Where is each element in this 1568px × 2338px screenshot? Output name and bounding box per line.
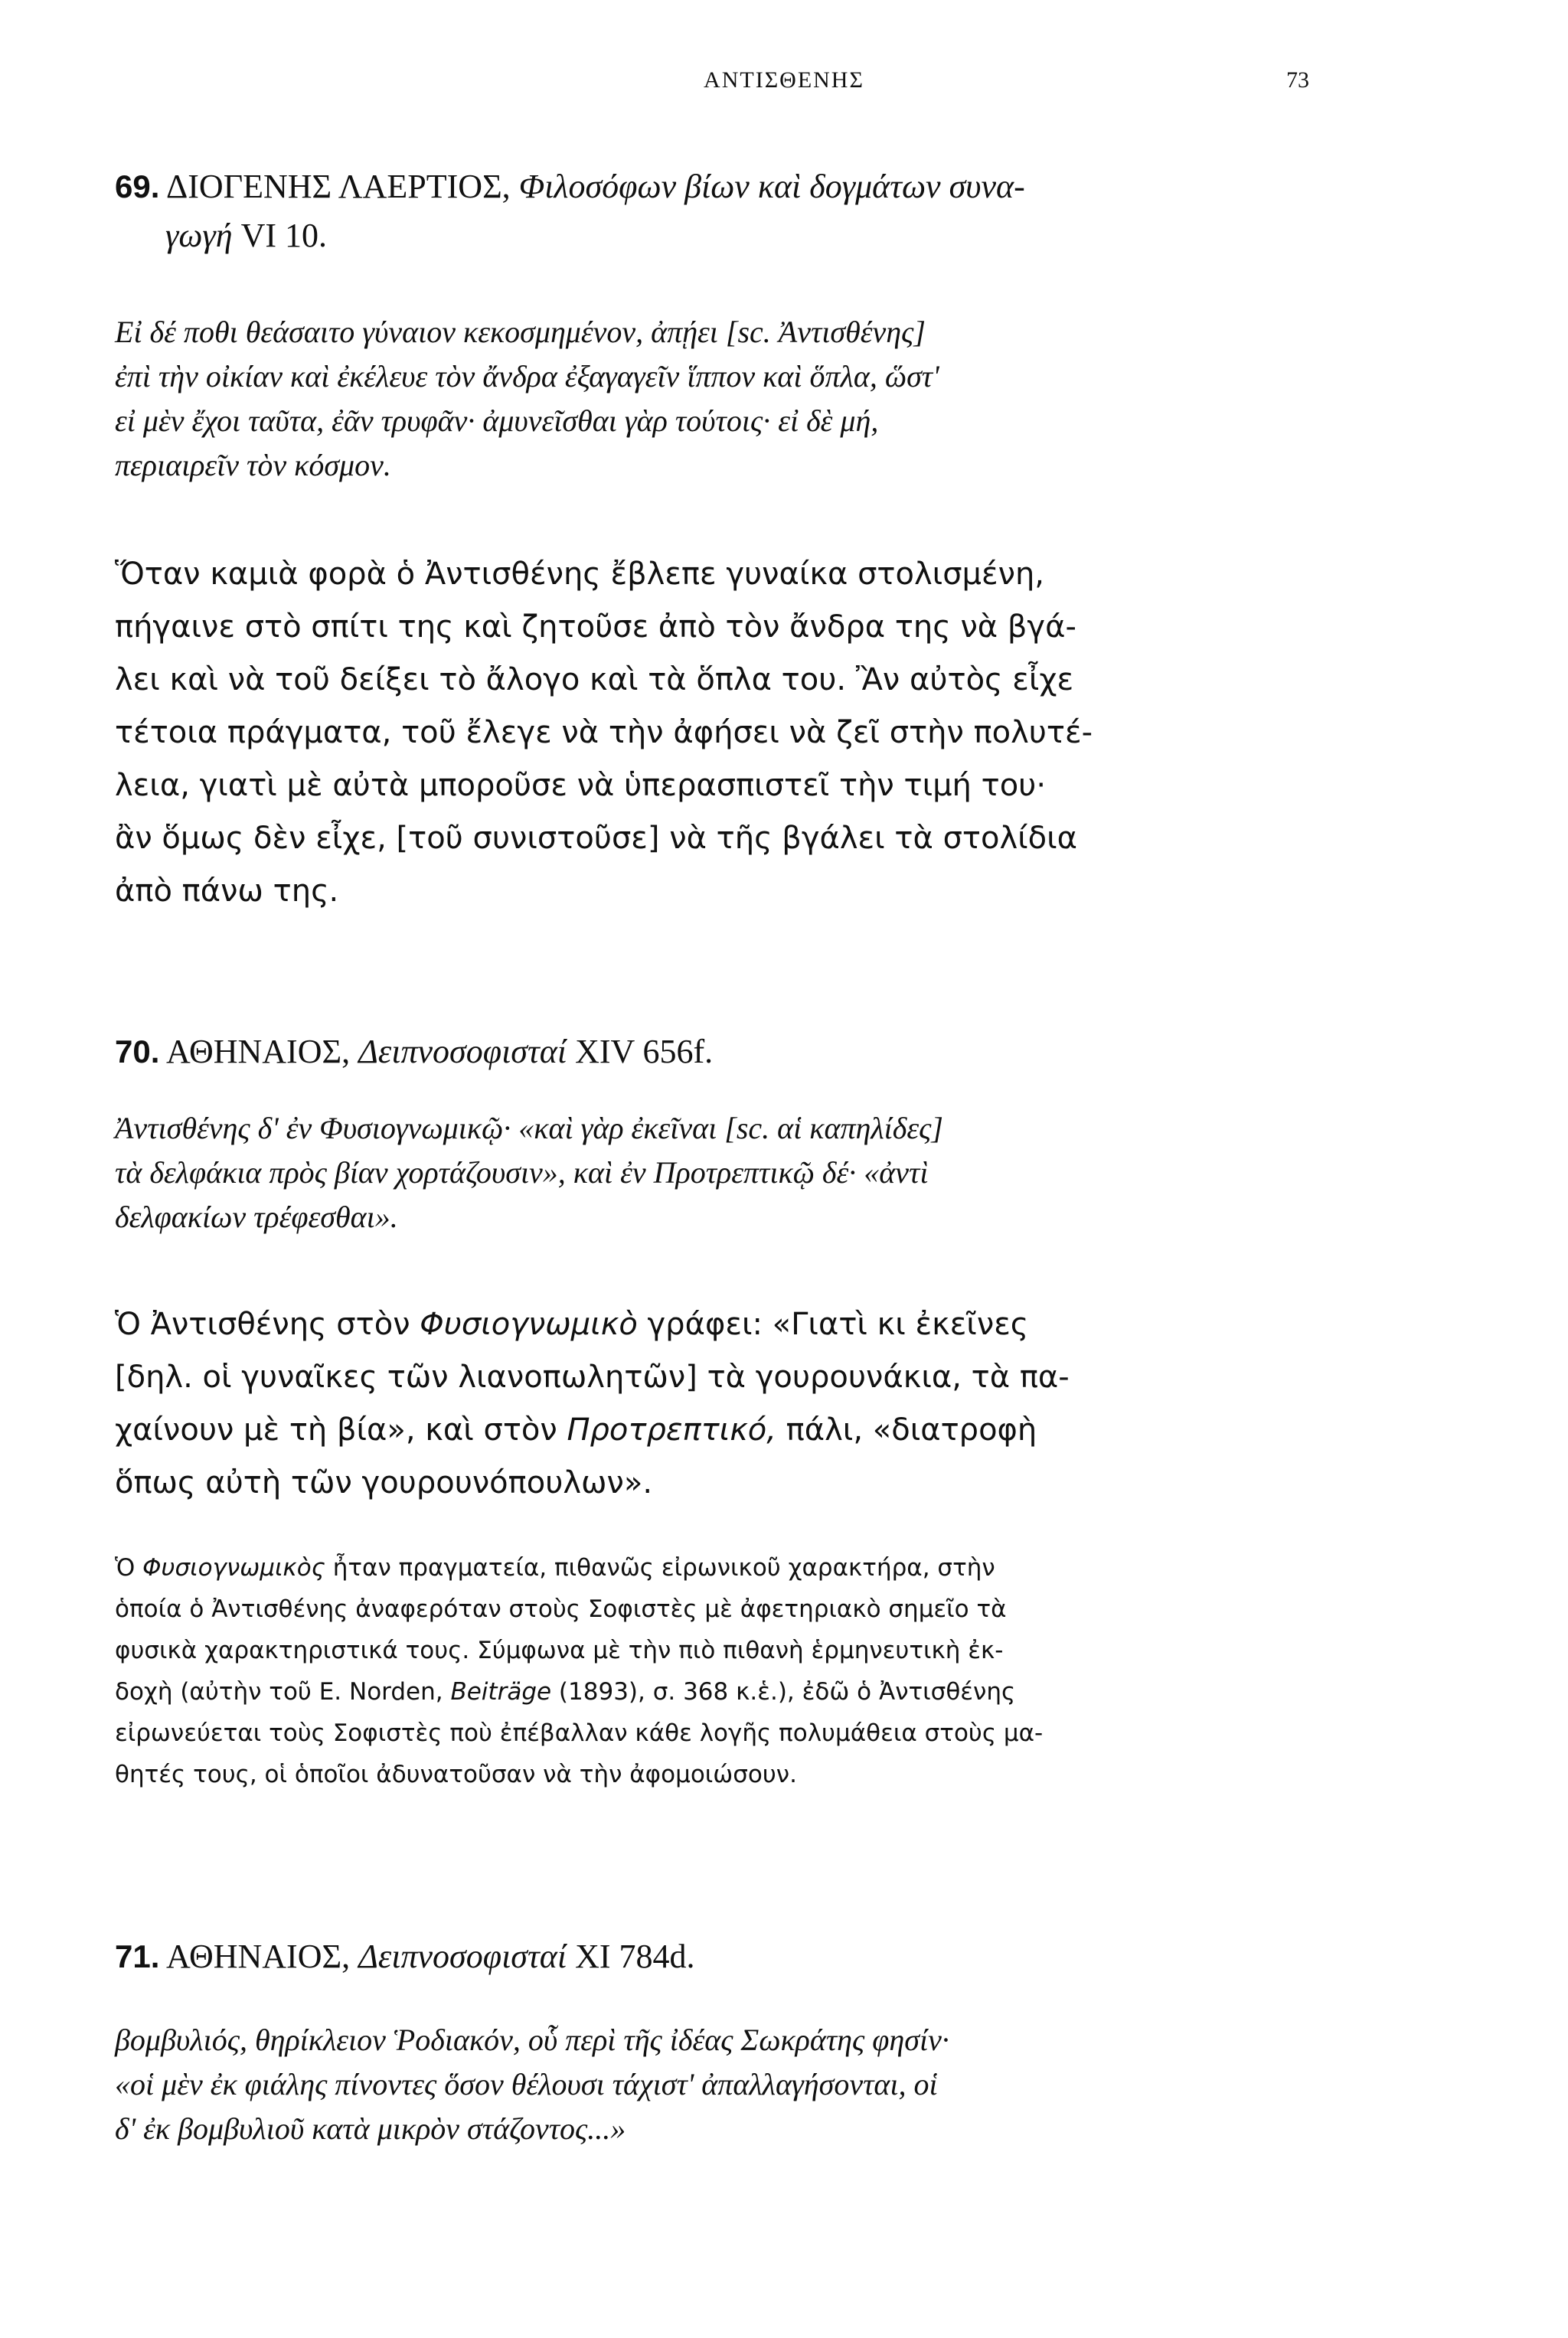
entry-author: ΑΘΗΝΑΙΟΣ,	[165, 1033, 351, 1070]
text-line: Εἰ δέ ποθι θεάσαιτο γύναιον κεκοσμημένον, ἀπῄει [sc. Ἀντισθένης]	[115, 315, 926, 349]
entry-70-translation	[115, 1298, 1355, 1510]
page-number: 73	[1286, 67, 1309, 93]
text-line: θητές τους, οἱ ὁποῖοι ἀδυνατοῦσαν νὰ τὴν ἀφομοιώσουν.	[115, 1761, 797, 1788]
work-title-italic: Προτρεπτικό,	[567, 1412, 776, 1448]
entry-71-greek-text	[115, 2018, 1355, 2151]
text-line: ἂν ὅμως δὲν εἶχε, [τοῦ συνιστοῦσε] νὰ τῆς βγάλει τὰ στολίδια	[115, 821, 1078, 856]
entry-reference: VI 10.	[232, 217, 328, 254]
text-line: τὰ δελφάκια πρὸς βίαν χορτάζουσιν», καὶ ἐν Προτρεπτικῷ δέ· «ἀντὶ	[115, 1155, 929, 1190]
entry-work-title: Φιλοσόφων βίων καὶ δογμάτων συνα-	[518, 168, 1025, 205]
entry-author: ΑΘΗΝΑΙΟΣ,	[165, 1938, 351, 1975]
text-line: τέτοια πράγματα, τοῦ ἔλεγε νὰ τὴν ἀφήσει νὰ ζεῖ στὴν πολυτέ-	[115, 715, 1093, 750]
entry-author: ΔΙΟΓΕΝΗΣ ΛΑΕΡΤΙΟΣ,	[165, 168, 511, 205]
text-line	[115, 1671, 1355, 1713]
text-run: χαίνουν μὲ τὴ βία», καὶ στὸν	[115, 1412, 567, 1448]
entry-71-heading	[115, 1932, 1355, 1981]
entry-reference: XIV 656f.	[567, 1033, 714, 1070]
entry-70-commentary	[115, 1547, 1355, 1795]
text-run: (1893), σ. 368 κ.ἑ.), ἐδῶ ὁ Ἀντισθένης	[551, 1678, 1016, 1706]
entry-70-greek-text	[115, 1106, 1355, 1239]
book-title-italic: Beiträge	[450, 1678, 552, 1706]
entry-work-title: Δειπνοσοφισταί	[358, 1938, 567, 1975]
entry-69-heading	[115, 162, 1355, 260]
text-line: ἀπὸ πάνω της.	[115, 873, 339, 909]
entry-number: 70.	[115, 1033, 160, 1069]
text-run: δοχὴ (αὐτὴν τοῦ E. Norden,	[115, 1678, 451, 1706]
text-line	[115, 1547, 1355, 1589]
text-line: Ἀντισθένης δ' ἐν Φυσιογνωμικῷ· «καὶ γὰρ ἐκεῖναι [sc. αἱ καπηλίδες]	[115, 1111, 943, 1145]
text-line: δ' ἐκ βομβυλιοῦ κατὰ μικρὸν στάζοντος...»	[115, 2111, 626, 2146]
text-line	[115, 1404, 1355, 1457]
work-title-italic: Φυσιογνωμικὸ	[420, 1307, 638, 1342]
text-run: γράφει: «Γιατὶ κι ἐκεῖνες	[637, 1307, 1029, 1342]
text-line: [δηλ. οἱ γυναῖκες τῶν λιανοπωλητῶν] τὰ γουρουνάκια, τὰ πα-	[115, 1360, 1070, 1395]
text-line: λεια, γιατὶ μὲ αὐτὰ μποροῦσε νὰ ὑπερασπιστεῖ τὴν τιμή του·	[115, 768, 1047, 803]
entry-number: 69.	[115, 168, 160, 204]
text-run: Ὁ	[115, 1554, 143, 1582]
text-line: πήγαινε στὸ σπίτι της καὶ ζητοῦσε ἀπὸ τὸν ἄνδρα της νὰ βγά-	[115, 609, 1076, 645]
entry-number: 71.	[115, 1938, 160, 1974]
text-run: ἦταν πραγματεία, πιθανῶς εἰρωνικοῦ χαρακτήρα, στὴν	[325, 1554, 995, 1582]
entry-69-translation	[115, 548, 1355, 918]
text-line: περιαιρεῖν τὸν κόσμον.	[115, 448, 391, 482]
entry-69-greek-text	[115, 310, 1355, 488]
text-run: Ὁ Ἀντισθένης στὸν	[115, 1307, 420, 1342]
text-line: ὅπως αὐτὴ τῶν γουρουνόπουλων».	[115, 1465, 653, 1500]
text-line: λει καὶ νὰ τοῦ δείξει τὸ ἄλογο καὶ τὰ ὅπλα του. Ἂν αὐτὸς εἶχε	[115, 662, 1074, 697]
text-line: βομβυλιός, θηρίκλειον Ῥοδιακόν, οὗ περὶ τῆς ἰδέας Σωκράτης φησίν·	[115, 2023, 949, 2057]
text-line: Ὅταν καμιὰ φορὰ ὁ Ἀντισθένης ἔβλεπε γυναίκα στολισμένη,	[115, 557, 1045, 592]
entry-work-title-continued: γωγή	[165, 217, 233, 254]
text-line: ὁποία ὁ Ἀντισθένης ἀναφερόταν στοὺς Σοφιστὲς μὲ ἀφετηριακὸ σημεῖο τὰ	[115, 1595, 1007, 1623]
entry-70-heading	[115, 1027, 1355, 1076]
text-line	[115, 1298, 1355, 1351]
text-line: εἰρωνεύεται τοὺς Σοφιστὲς ποὺ ἐπέβαλλαν κάθε λογῆς πολυμάθεια στοὺς μα-	[115, 1719, 1044, 1747]
text-run: πάλι, «διατροφὴ	[776, 1412, 1037, 1448]
text-line: ἐπὶ τὴν οἰκίαν καὶ ἐκέλευε τὸν ἄνδρα ἐξαγαγεῖν ἵππον καὶ ὅπλα, ὥστ'	[115, 359, 939, 393]
entry-reference: XI 784d.	[567, 1938, 695, 1975]
text-line: εἰ μὲν ἔχοι ταῦτα, ἐᾶν τρυφᾶν· ἀμυνεῖσθαι γὰρ τούτοις· εἰ δὲ μή,	[115, 403, 879, 438]
text-line: «οἱ μὲν ἐκ φιάλης πίνοντες ὅσον θέλουσι τάχιστ' ἀπαλλαγήσονται, οἱ	[115, 2067, 938, 2101]
running-header: ΑΝΤΙΣΘΕΝΗΣ	[704, 67, 864, 93]
text-line: δελφακίων τρέφεσθαι».	[115, 1200, 398, 1234]
work-title-italic: Φυσιογνωμικὸς	[142, 1554, 325, 1582]
text-line: φυσικὰ χαρακτηριστικά τους. Σύμφωνα μὲ τὴν πιὸ πιθανὴ ἑρμηνευτικὴ ἐκ-	[115, 1637, 1004, 1664]
entry-work-title: Δειπνοσοφισταί	[358, 1033, 567, 1070]
